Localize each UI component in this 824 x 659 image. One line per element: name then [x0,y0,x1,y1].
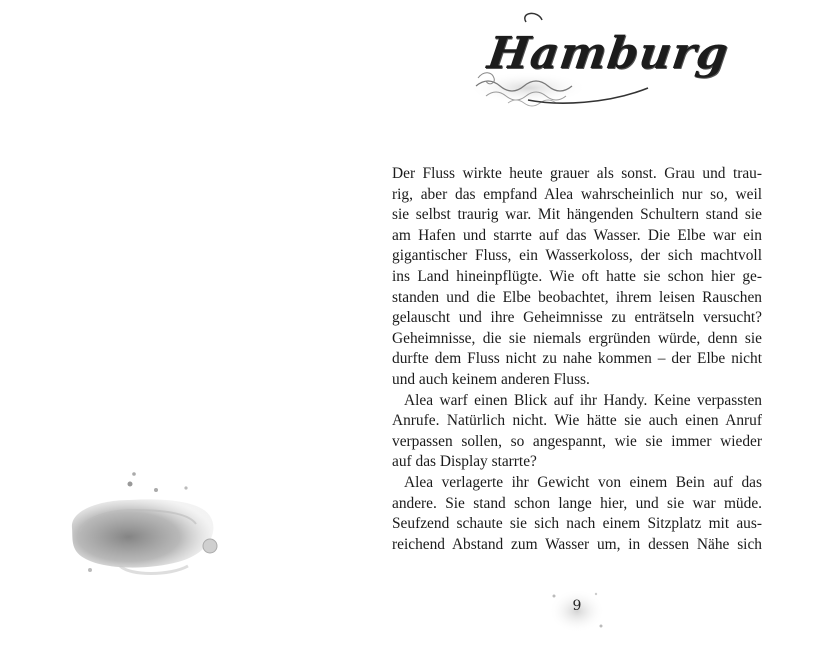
text-line: auf das Display starrte? [392,453,537,471]
paragraph [392,164,762,391]
chapter-title: Hamburg [484,28,732,79]
text-line: sie selbst traurig war. Mit hängenden Schultern stand sie [392,206,762,224]
text-line: am Hafen und starrte auf das Wasser. Die Elbe war ein [392,226,762,244]
text-line: Seufzend schaute sie sich nach einem Sitzplatz mit aus- [392,515,762,533]
text-line: Alea verlagerte ihr Gewicht von einem Bein auf das [404,473,762,491]
text-line: durfte dem Fluss nicht zu nahe kommen – der Elbe nicht [392,350,762,368]
text-line: gelauscht und ihre Geheimnisse zu enträtseln versucht? [392,309,762,327]
ink-blot-illustration [60,466,225,581]
text-line: Der Fluss wirkte heute grauer als sonst. Grau und trau- [392,165,762,182]
text-line: reichend Abstand zum Wasser um, in dessen Nähe sich [392,535,762,553]
text-line: gigantischer Fluss, ein Wasserkoloss, der sich machtvoll [392,247,762,265]
body-text [392,164,762,555]
paragraph [392,391,762,473]
text-line: Geheimnisse, die sie niemals ergründen würde, denn sie [392,329,762,347]
text-line: rig, aber das empfand Alea wahrscheinlich nur so, weil [392,185,762,203]
text-line: ins Land hineinpflügte. Wie oft hatte sie schon hier ge- [392,267,762,285]
text-line: Anrufe. Natürlich nicht. Wie hätte sie auch einen Anruf [392,412,762,430]
text-line: verpassen sollen, so angespannt, wie sie immer wieder [392,432,762,450]
text-line: und auch keinem anderen Fluss. [392,370,590,388]
chapter-title-illustration [468,8,732,113]
paragraph [392,473,762,555]
text-line: andere. Sie stand schon lange hier, und sie war müde. [392,494,762,512]
text-line: standen und die Elbe beobachtet, ihrem leisen Rauschen [392,288,762,306]
page-number-badge [546,586,608,636]
text-line: Alea warf einen Blick auf ihr Handy. Keine verpassten [404,391,762,409]
page-number: 9 [572,598,582,614]
